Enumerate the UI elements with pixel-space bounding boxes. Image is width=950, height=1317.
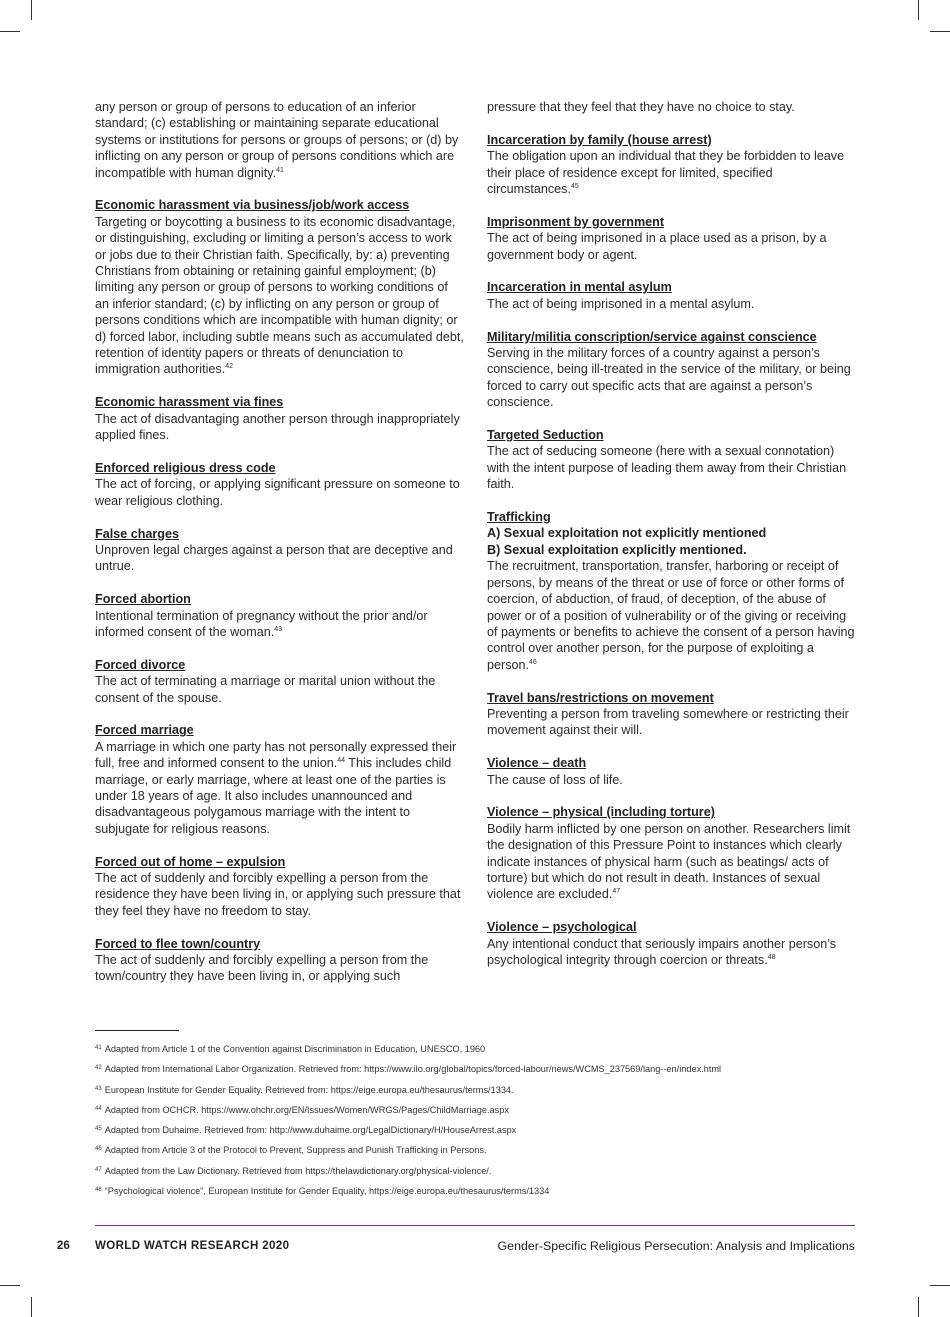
footnote bbox=[95, 1184, 865, 1204]
footnote-number: 47 bbox=[95, 1166, 102, 1173]
crop-mark bbox=[0, 31, 20, 32]
entry-term: Imprisonment by government bbox=[487, 214, 665, 229]
footnote-ref[interactable]: 46 bbox=[529, 658, 537, 666]
footnote-ref[interactable]: 41 bbox=[276, 166, 284, 174]
entry-term: Incarceration in mental asylum bbox=[487, 280, 672, 295]
intro-paragraph bbox=[487, 99, 859, 115]
entry-subtype: A) Sexual exploitation not explicitly mentioned bbox=[487, 526, 767, 541]
document-title: Gender-Specific Religious Persecution: Analysis and Implications bbox=[497, 1239, 855, 1253]
footnote-ref[interactable]: 48 bbox=[767, 953, 776, 961]
glossary-entry bbox=[487, 329, 859, 411]
entry-term: Violence – death bbox=[487, 756, 587, 771]
footnote-number: 46 bbox=[95, 1146, 102, 1153]
glossary-entry bbox=[487, 509, 859, 673]
entry-definition: The act of forcing, or applying significant pressure on someone to wear religious clothing. bbox=[95, 477, 460, 508]
intro-text: pressure that they feel that they have no choice to stay. bbox=[487, 100, 795, 114]
entry-term: Forced abortion bbox=[95, 592, 191, 607]
crop-mark bbox=[930, 1285, 950, 1286]
entry-definition: The act of being imprisoned in a place used as a prison, by a government body or agent. bbox=[487, 231, 827, 262]
entry-term: Enforced religious dress code bbox=[95, 460, 276, 475]
entry-term: Forced to flee town/country bbox=[95, 936, 261, 951]
left-column bbox=[95, 99, 465, 1001]
footnote-text[interactable]: Adapted from International Labor Organization. Retrieved from: https://www.ilo.org/global/topics/forced-labour/news/WCMS_237569/lang--en/index.html bbox=[104, 1064, 722, 1075]
entry-definition: Intentional termination of pregnancy without the prior and/or informed consent of the woman. bbox=[95, 608, 428, 639]
glossary-entry bbox=[95, 657, 465, 706]
entry-subtype: B) Sexual exploitation explicitly mentioned. bbox=[487, 542, 747, 557]
footnote-ref[interactable]: 47 bbox=[612, 888, 621, 896]
entry-term: False charges bbox=[95, 526, 180, 541]
entry-definition: The act of suddenly and forcibly expelling a person from the town/country they have been living in, or applying such bbox=[95, 952, 429, 984]
footnote bbox=[95, 1083, 865, 1103]
glossary-entry bbox=[487, 214, 859, 263]
entry-term: Military/militia conscription/service against conscience bbox=[487, 329, 817, 344]
footnote-text: Adapted from Article 1 of the Convention against Discrimination in Education, UNESCO, 1960 bbox=[104, 1044, 486, 1054]
glossary-entry bbox=[95, 460, 465, 509]
footnote bbox=[95, 1164, 865, 1184]
footnote-number: 44 bbox=[95, 1105, 102, 1112]
entry-term: Forced out of home – expulsion bbox=[95, 854, 286, 869]
crop-mark bbox=[0, 1285, 20, 1286]
glossary-entry bbox=[487, 804, 859, 902]
entry-definition: The act of terminating a marriage or marital union without the consent of the spouse. bbox=[95, 674, 436, 705]
glossary-entry bbox=[487, 690, 859, 739]
footnote-text[interactable]: Adapted from the Law Dictionary. Retrieved from https://thelawdictionary.org/physical-violence/. bbox=[104, 1165, 492, 1176]
footnote-ref[interactable]: 42 bbox=[225, 363, 233, 371]
intro-paragraph bbox=[95, 99, 465, 181]
entry-definition: The act of disadvantaging another person through inappropriately applied fines. bbox=[95, 411, 460, 443]
crop-mark bbox=[918, 1297, 919, 1317]
entry-term: Incarceration by family (house arrest) bbox=[487, 132, 712, 147]
glossary-entry bbox=[487, 427, 859, 493]
glossary-entry bbox=[487, 919, 859, 968]
entry-definition-continued: This includes child marriage, or early marriage, where at least one of the parties is under 18 years of age. It also includes unannounced and disadvantageous polygamous marriage with the intent to subjugate for religious reasons. bbox=[95, 756, 452, 836]
footnote-number: 48 bbox=[95, 1187, 102, 1194]
footnote-number: 43 bbox=[95, 1085, 102, 1092]
glossary-entry bbox=[95, 722, 465, 837]
entry-definition: Targeting or boycotting a business to its economic disadvantage, or distinguishing, excluding or limiting a person’s access to work or jobs due to their Christian faith. Specifically, by: a) preventing Christians from obtaining or retaining gainful employment; (b) limiting any person or group of persons to working conditions of an inferior standard; (c) by inflicting on any person or group of persons conditions which are incompatible with human dignity; or d) forced labor, including subtle means such as accumulated debt, retention of identity papers or threats of denunciation to immigration authorities. bbox=[95, 214, 464, 377]
crop-mark bbox=[930, 31, 950, 32]
entry-definition: Unproven legal charges against a person that are deceptive and untrue. bbox=[95, 542, 453, 574]
publication-name: WORLD WATCH RESEARCH 2020 bbox=[95, 1240, 290, 1252]
footnote-number: 41 bbox=[95, 1045, 102, 1051]
footnotes bbox=[95, 1042, 865, 1204]
entry-definition: A marriage in which one party has not personally expressed their full, free and informed consent to the union. bbox=[95, 739, 457, 771]
footnote-text[interactable]: European Institute for Gender Equality. Retrieved from: https://eige.europa.eu/thesaurus/terms/1334. bbox=[104, 1084, 514, 1095]
footnote-ref[interactable]: 44 bbox=[337, 757, 346, 765]
glossary-entry bbox=[95, 854, 465, 920]
entry-definition: The recruitment, transportation, transfer, harboring or receipt of persons, by means of the threat or use of force or other forms of coercion, of abduction, of fraud, of deception, of the abuse of power or of a position of vulnerability or of the giving or receiving of payments or benefits to achieve the consent of a person having control over another person, for the purpose of exploiting a person. bbox=[487, 559, 855, 672]
glossary-entry bbox=[95, 526, 465, 575]
footnote-divider bbox=[95, 1030, 179, 1031]
intro-text: any person or group of persons to education of an inferior standard; (c) establishing or maintaining separate educational systems or institutions for persons or groups of persons; or (d) by inflicting on any person or group of persons conditions which are incompatible with human dignity. bbox=[95, 100, 459, 180]
entry-term: Forced marriage bbox=[95, 723, 194, 738]
entry-definition: The act of suddenly and forcibly expelling a person from the residence they have been living in, or applying such pressure that they feel they have no freedom to stay. bbox=[95, 870, 461, 918]
entry-definition: Any intentional conduct that seriously impairs another person’s psychological integrity through coercion or threats. bbox=[487, 936, 837, 967]
footnote bbox=[95, 1103, 865, 1123]
footnote-text[interactable]: Adapted from OCHCR. https://www.ohchr.org/EN/Issues/Women/WRGS/Pages/ChildMarriage.aspx bbox=[104, 1104, 509, 1115]
right-column bbox=[487, 99, 859, 985]
entry-term: Trafficking bbox=[487, 510, 551, 525]
glossary-entry bbox=[95, 394, 465, 443]
footer-divider bbox=[95, 1225, 855, 1226]
footnote bbox=[95, 1123, 865, 1143]
entry-term: Economic harassment via fines bbox=[95, 395, 284, 410]
entry-definition: Bodily harm inflicted by one person on another. Researchers limit the designation of this Pressure Point to instances which clearly indicate instances of physical harm (such as beatings/ acts of torture) but which do not result in death. Instances of sexual violence are excluded. bbox=[487, 821, 851, 902]
footnote-ref[interactable]: 43 bbox=[274, 625, 283, 633]
entry-term: Violence – physical (including torture) bbox=[487, 805, 715, 820]
entry-definition: The obligation upon an individual that they be forbidden to leave their place of residence except for limited, specified circumstances. bbox=[487, 149, 845, 197]
glossary-entry bbox=[487, 279, 859, 312]
entry-term: Violence – psychological bbox=[487, 920, 637, 935]
entry-definition: Preventing a person from traveling somewhere or restricting their movement against their will. bbox=[487, 706, 849, 738]
footnote-text: Adapted from Article 3 of the Protocol to Prevent, Suppress and Punish Trafficking in Persons. bbox=[104, 1145, 487, 1156]
glossary-entry bbox=[95, 197, 465, 377]
glossary-entry bbox=[487, 132, 859, 198]
glossary-entry bbox=[95, 591, 465, 640]
entry-definition: The act of being imprisoned in a mental asylum. bbox=[487, 296, 755, 311]
entry-term: Forced divorce bbox=[95, 657, 186, 672]
crop-mark bbox=[31, 0, 32, 20]
footnote bbox=[95, 1143, 865, 1163]
entry-definition: The cause of loss of life. bbox=[487, 772, 623, 787]
page-number: 26 bbox=[57, 1240, 70, 1252]
footnote-number: 45 bbox=[95, 1126, 102, 1133]
crop-mark bbox=[31, 1297, 32, 1317]
footnote-text[interactable]: Adapted from Duhaime. Retrieved from: http://www.duhaime.org/LegalDictionary/H/HouseArrest.aspx bbox=[104, 1125, 517, 1136]
footnote-number: 42 bbox=[95, 1065, 102, 1072]
footnote-ref[interactable]: 45 bbox=[570, 183, 579, 191]
entry-definition: Serving in the military forces of a country against a person’s conscience, being ill-treated in the service of the military, or being forced to carry out specific acts that are against a person’s conscience. bbox=[487, 346, 851, 410]
entry-definition: The act of seducing someone (here with a sexual connotation) with the intent purpose of leading them away from their Christian faith. bbox=[487, 444, 847, 492]
footnote bbox=[95, 1042, 865, 1062]
glossary-entry bbox=[95, 936, 465, 985]
crop-mark bbox=[918, 0, 919, 20]
entry-term: Travel bans/restrictions on movement bbox=[487, 690, 714, 705]
footnote-text[interactable]: “Psychological violence”, European Institute for Gender Equality, https://eige.europa.eu/thesaurus/terms/1334 bbox=[104, 1186, 550, 1197]
footnote bbox=[95, 1062, 865, 1082]
glossary-entry bbox=[487, 755, 859, 788]
entry-term: Economic harassment via business/job/work access bbox=[95, 198, 410, 213]
entry-term: Targeted Seduction bbox=[487, 428, 604, 443]
